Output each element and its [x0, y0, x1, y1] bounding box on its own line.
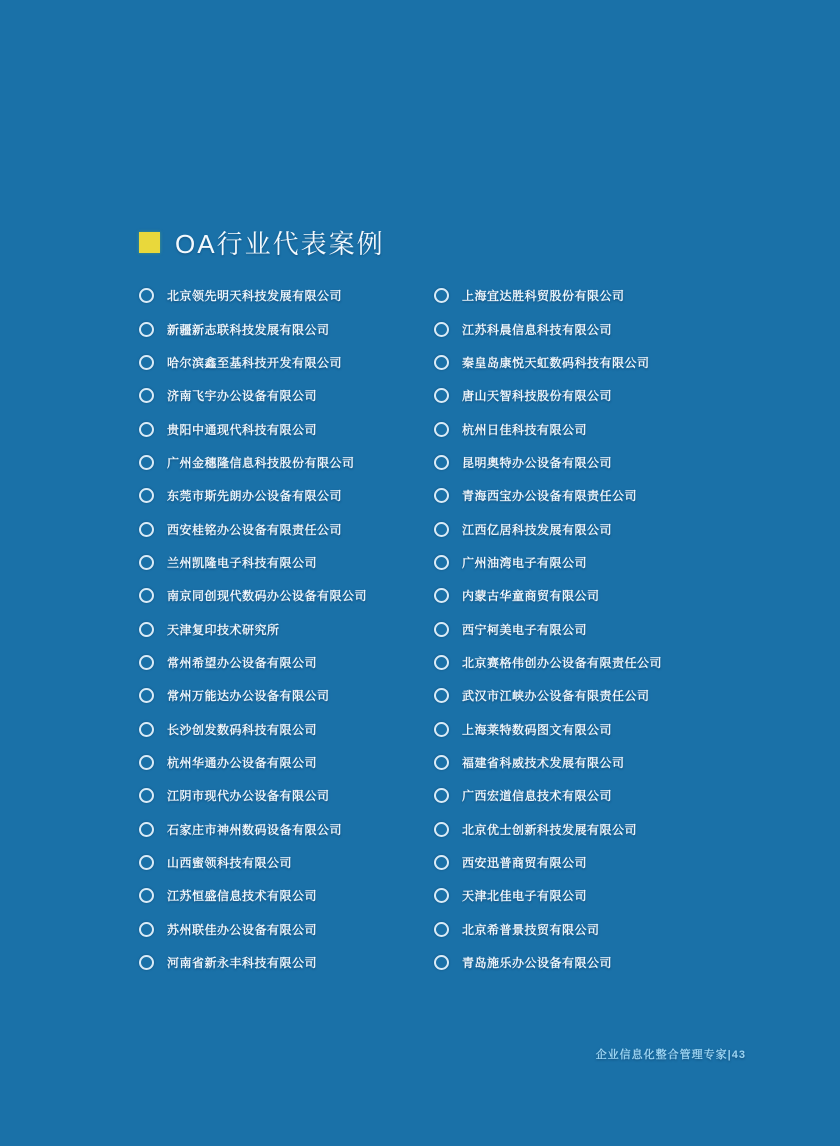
- circle-ring-icon: [139, 388, 154, 403]
- list-item: [139, 913, 439, 946]
- circle-ring-icon: [434, 822, 449, 837]
- company-name: 贵阳中通现代科技有限公司: [167, 422, 318, 437]
- list-item: [434, 846, 754, 879]
- list-item: [139, 312, 439, 345]
- case-column-right: [434, 279, 754, 979]
- list-item: [139, 679, 439, 712]
- list-item: [139, 346, 439, 379]
- company-name: 广西宏道信息技术有限公司: [462, 789, 613, 804]
- circle-ring-icon: [139, 322, 154, 337]
- circle-ring-icon: [139, 655, 154, 670]
- list-item: [434, 813, 754, 846]
- circle-ring-icon: [139, 755, 154, 770]
- company-name: 江苏恒盛信息技术有限公司: [167, 889, 318, 904]
- list-item: [139, 379, 439, 412]
- company-name: 河南省新永丰科技有限公司: [167, 956, 318, 971]
- circle-ring-icon: [434, 455, 449, 470]
- circle-ring-icon: [139, 822, 154, 837]
- circle-ring-icon: [434, 322, 449, 337]
- company-name: 常州希望办公设备有限公司: [167, 655, 318, 670]
- company-name: 唐山天智科技股份有限公司: [462, 389, 613, 404]
- circle-ring-icon: [139, 955, 154, 970]
- company-name: 石家庄市神州数码设备有限公司: [167, 822, 343, 837]
- company-name: 新疆新志联科技发展有限公司: [167, 322, 330, 337]
- circle-ring-icon: [139, 588, 154, 603]
- list-item: [434, 646, 754, 679]
- company-name: 杭州日佳科技有限公司: [462, 422, 588, 437]
- company-name: 上海莱特数码图文有限公司: [462, 722, 613, 737]
- company-name: 杭州华通办公设备有限公司: [167, 755, 318, 770]
- company-name: 武汉市江峡办公设备有限责任公司: [462, 689, 650, 704]
- list-item: [434, 612, 754, 645]
- page-title: OA行业代表案例: [175, 229, 385, 259]
- company-name: 昆明奥特办公设备有限公司: [462, 455, 613, 470]
- circle-ring-icon: [434, 955, 449, 970]
- company-name: 江苏科晨信息科技有限公司: [462, 322, 613, 337]
- circle-ring-icon: [434, 388, 449, 403]
- company-name: 西安迅普商贸有限公司: [462, 856, 588, 871]
- list-item: [139, 612, 439, 645]
- company-name: 南京同创现代数码办公设备有限公司: [167, 589, 368, 604]
- list-item: [434, 279, 754, 312]
- list-item: [434, 746, 754, 779]
- circle-ring-icon: [139, 788, 154, 803]
- list-item: [139, 412, 439, 445]
- list-item: [434, 779, 754, 812]
- circle-ring-icon: [434, 888, 449, 903]
- company-name: 福建省科威技术发展有限公司: [462, 755, 625, 770]
- list-item: [434, 579, 754, 612]
- yellow-square-icon: [139, 232, 160, 253]
- company-name: 广州金穗隆信息科技股份有限公司: [167, 455, 355, 470]
- circle-ring-icon: [434, 855, 449, 870]
- list-item: [139, 813, 439, 846]
- list-item: [139, 846, 439, 879]
- company-name: 东莞市斯先朗办公设备有限公司: [167, 489, 343, 504]
- company-name: 北京赛格伟创办公设备有限责任公司: [462, 655, 663, 670]
- circle-ring-icon: [434, 655, 449, 670]
- list-item: [139, 479, 439, 512]
- list-item: [434, 379, 754, 412]
- circle-ring-icon: [434, 288, 449, 303]
- case-column-left: [139, 279, 439, 979]
- company-name: 江阴市现代办公设备有限公司: [167, 789, 330, 804]
- circle-ring-icon: [434, 688, 449, 703]
- list-item: [434, 346, 754, 379]
- circle-ring-icon: [139, 622, 154, 637]
- company-name: 天津北佳电子有限公司: [462, 889, 588, 904]
- circle-ring-icon: [434, 422, 449, 437]
- list-item: [139, 446, 439, 479]
- circle-ring-icon: [434, 488, 449, 503]
- list-item: [434, 479, 754, 512]
- circle-ring-icon: [434, 355, 449, 370]
- company-name: 北京优士创新科技发展有限公司: [462, 822, 638, 837]
- circle-ring-icon: [434, 755, 449, 770]
- circle-ring-icon: [139, 855, 154, 870]
- circle-ring-icon: [434, 522, 449, 537]
- circle-ring-icon: [139, 455, 154, 470]
- circle-ring-icon: [139, 722, 154, 737]
- circle-ring-icon: [434, 922, 449, 937]
- circle-ring-icon: [434, 622, 449, 637]
- circle-ring-icon: [434, 555, 449, 570]
- section-header: [139, 224, 385, 261]
- company-name: 济南飞宇办公设备有限公司: [167, 389, 318, 404]
- company-name: 长沙创发数码科技有限公司: [167, 722, 318, 737]
- circle-ring-icon: [139, 422, 154, 437]
- list-item: [139, 579, 439, 612]
- list-item: [434, 446, 754, 479]
- company-name: 青岛施乐办公设备有限公司: [462, 956, 613, 971]
- list-item: [434, 712, 754, 745]
- company-name: 广州油湾电子有限公司: [462, 555, 588, 570]
- list-item: [434, 312, 754, 345]
- list-item: [139, 879, 439, 912]
- circle-ring-icon: [139, 355, 154, 370]
- list-item: [139, 512, 439, 545]
- circle-ring-icon: [139, 888, 154, 903]
- list-item: [434, 679, 754, 712]
- company-name: 北京希普景技贸有限公司: [462, 922, 600, 937]
- company-name: 西宁柯美电子有限公司: [462, 622, 588, 637]
- circle-ring-icon: [434, 788, 449, 803]
- company-name: 北京领先明天科技发展有限公司: [167, 289, 343, 304]
- list-item: [139, 646, 439, 679]
- company-name: 哈尔滨鑫至基科技开发有限公司: [167, 355, 343, 370]
- list-item: [434, 512, 754, 545]
- circle-ring-icon: [434, 588, 449, 603]
- company-name: 秦皇岛康悦天虹数码科技有限公司: [462, 355, 650, 370]
- company-name: 常州万能达办公设备有限公司: [167, 689, 330, 704]
- company-name: 天津复印技术研究所: [167, 622, 280, 637]
- circle-ring-icon: [139, 288, 154, 303]
- list-item: [434, 412, 754, 445]
- circle-ring-icon: [139, 688, 154, 703]
- list-item: [139, 746, 439, 779]
- company-name: 兰州凯隆电子科技有限公司: [167, 555, 318, 570]
- company-name: 苏州联佳办公设备有限公司: [167, 922, 318, 937]
- company-name: 青海西宝办公设备有限责任公司: [462, 489, 638, 504]
- circle-ring-icon: [139, 522, 154, 537]
- circle-ring-icon: [139, 488, 154, 503]
- company-name: 江西亿居科技发展有限公司: [462, 522, 613, 537]
- company-name: 西安桂铭办公设备有限责任公司: [167, 522, 343, 537]
- list-item: [139, 546, 439, 579]
- list-item: [139, 779, 439, 812]
- circle-ring-icon: [139, 922, 154, 937]
- list-item: [139, 279, 439, 312]
- list-item: [139, 712, 439, 745]
- list-item: [434, 913, 754, 946]
- footer-page-label: 企业信息化整合管理专家|43: [595, 1049, 746, 1061]
- company-name: 上海宜达胜科贸股份有限公司: [462, 289, 625, 304]
- circle-ring-icon: [139, 555, 154, 570]
- circle-ring-icon: [434, 722, 449, 737]
- list-item: [434, 546, 754, 579]
- list-item: [139, 946, 439, 979]
- list-item: [434, 946, 754, 979]
- company-name: 山西蜜领科技有限公司: [167, 856, 293, 871]
- list-item: [434, 879, 754, 912]
- company-name: 内蒙古华童商贸有限公司: [462, 589, 600, 604]
